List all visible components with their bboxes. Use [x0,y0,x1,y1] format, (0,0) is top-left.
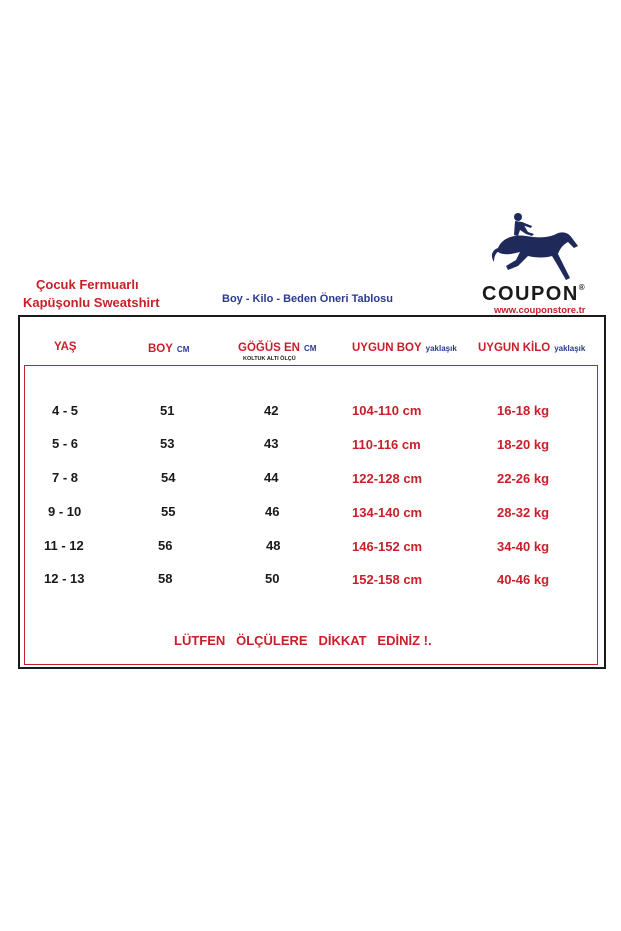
brand-name [482,283,585,306]
header-height-unit: CM [176,345,190,354]
row-6-fit-height: 152-158 cm [352,572,423,587]
row-2-age: 5 - 6 [52,436,79,451]
row-6-height: 58 [158,571,173,586]
row-1-fit-weight: 16-18 kg [497,403,550,418]
header-fit-height [352,342,457,354]
header-chest [238,342,316,354]
row-2-height: 53 [160,436,175,451]
table-subtitle: Boy - Kilo - Beden Öneri Tablosu [222,293,393,305]
brand-name-text: COUPON [482,283,579,305]
row-5-age: 11 - 12 [44,538,84,553]
product-title-line2: Kapüşonlu Sweatshirt [23,295,160,310]
row-2-fit-weight: 18-20 kg [497,437,550,452]
header-fit-weight-label: UYGUN KİLO [478,342,551,354]
row-6-age: 12 - 13 [44,571,85,586]
measurement-notice: LÜTFEN ÖLÇÜLERE DİKKAT EDİNİZ !. [174,633,432,648]
row-1-fit-height: 104-110 cm [352,403,422,418]
row-4-fit-height: 134-140 cm [352,505,423,520]
horse-jumper-logo-icon [488,208,584,284]
header-chest-label: GÖĞÜS EN [238,342,300,354]
header-age: YAŞ [54,341,77,353]
row-3-fit-weight: 22-26 kg [497,471,550,486]
row-1-chest: 42 [264,403,279,418]
row-5-chest: 48 [266,538,281,553]
row-2-chest: 43 [264,436,279,451]
header-fit-height-note: yaklaşık [425,344,457,353]
header-chest-note: KOLTUK ALTI ÖLÇÜ [243,356,296,362]
product-title-line1: Çocuk Fermuarlı [36,277,139,292]
row-1-height: 51 [160,403,175,418]
registered-mark: ® [578,283,585,292]
header-chest-unit: CM [303,344,317,353]
header-fit-weight-note: yaklaşık [554,344,586,353]
row-1-age: 4 - 5 [52,403,79,418]
header-fit-weight [478,342,585,354]
row-4-fit-weight: 28-32 kg [497,505,550,520]
row-3-height: 54 [161,470,176,485]
row-4-chest: 46 [265,504,280,519]
header-height-label: BOY [148,343,173,355]
brand-website: www.couponstore.tr [494,305,586,316]
row-3-fit-height: 122-128 cm [352,471,423,486]
row-2-fit-height: 110-116 cm [352,437,421,452]
row-4-height: 55 [161,504,176,519]
row-4-age: 9 - 10 [48,504,82,519]
row-6-fit-weight: 40-46 kg [497,572,550,587]
row-5-fit-weight: 34-40 kg [497,539,550,554]
row-5-height: 56 [158,538,173,553]
row-3-chest: 44 [264,470,279,485]
row-6-chest: 50 [265,571,280,586]
header-height [148,343,189,355]
row-5-fit-height: 146-152 cm [352,539,423,554]
row-3-age: 7 - 8 [52,470,79,485]
header-fit-height-label: UYGUN BOY [352,342,422,354]
